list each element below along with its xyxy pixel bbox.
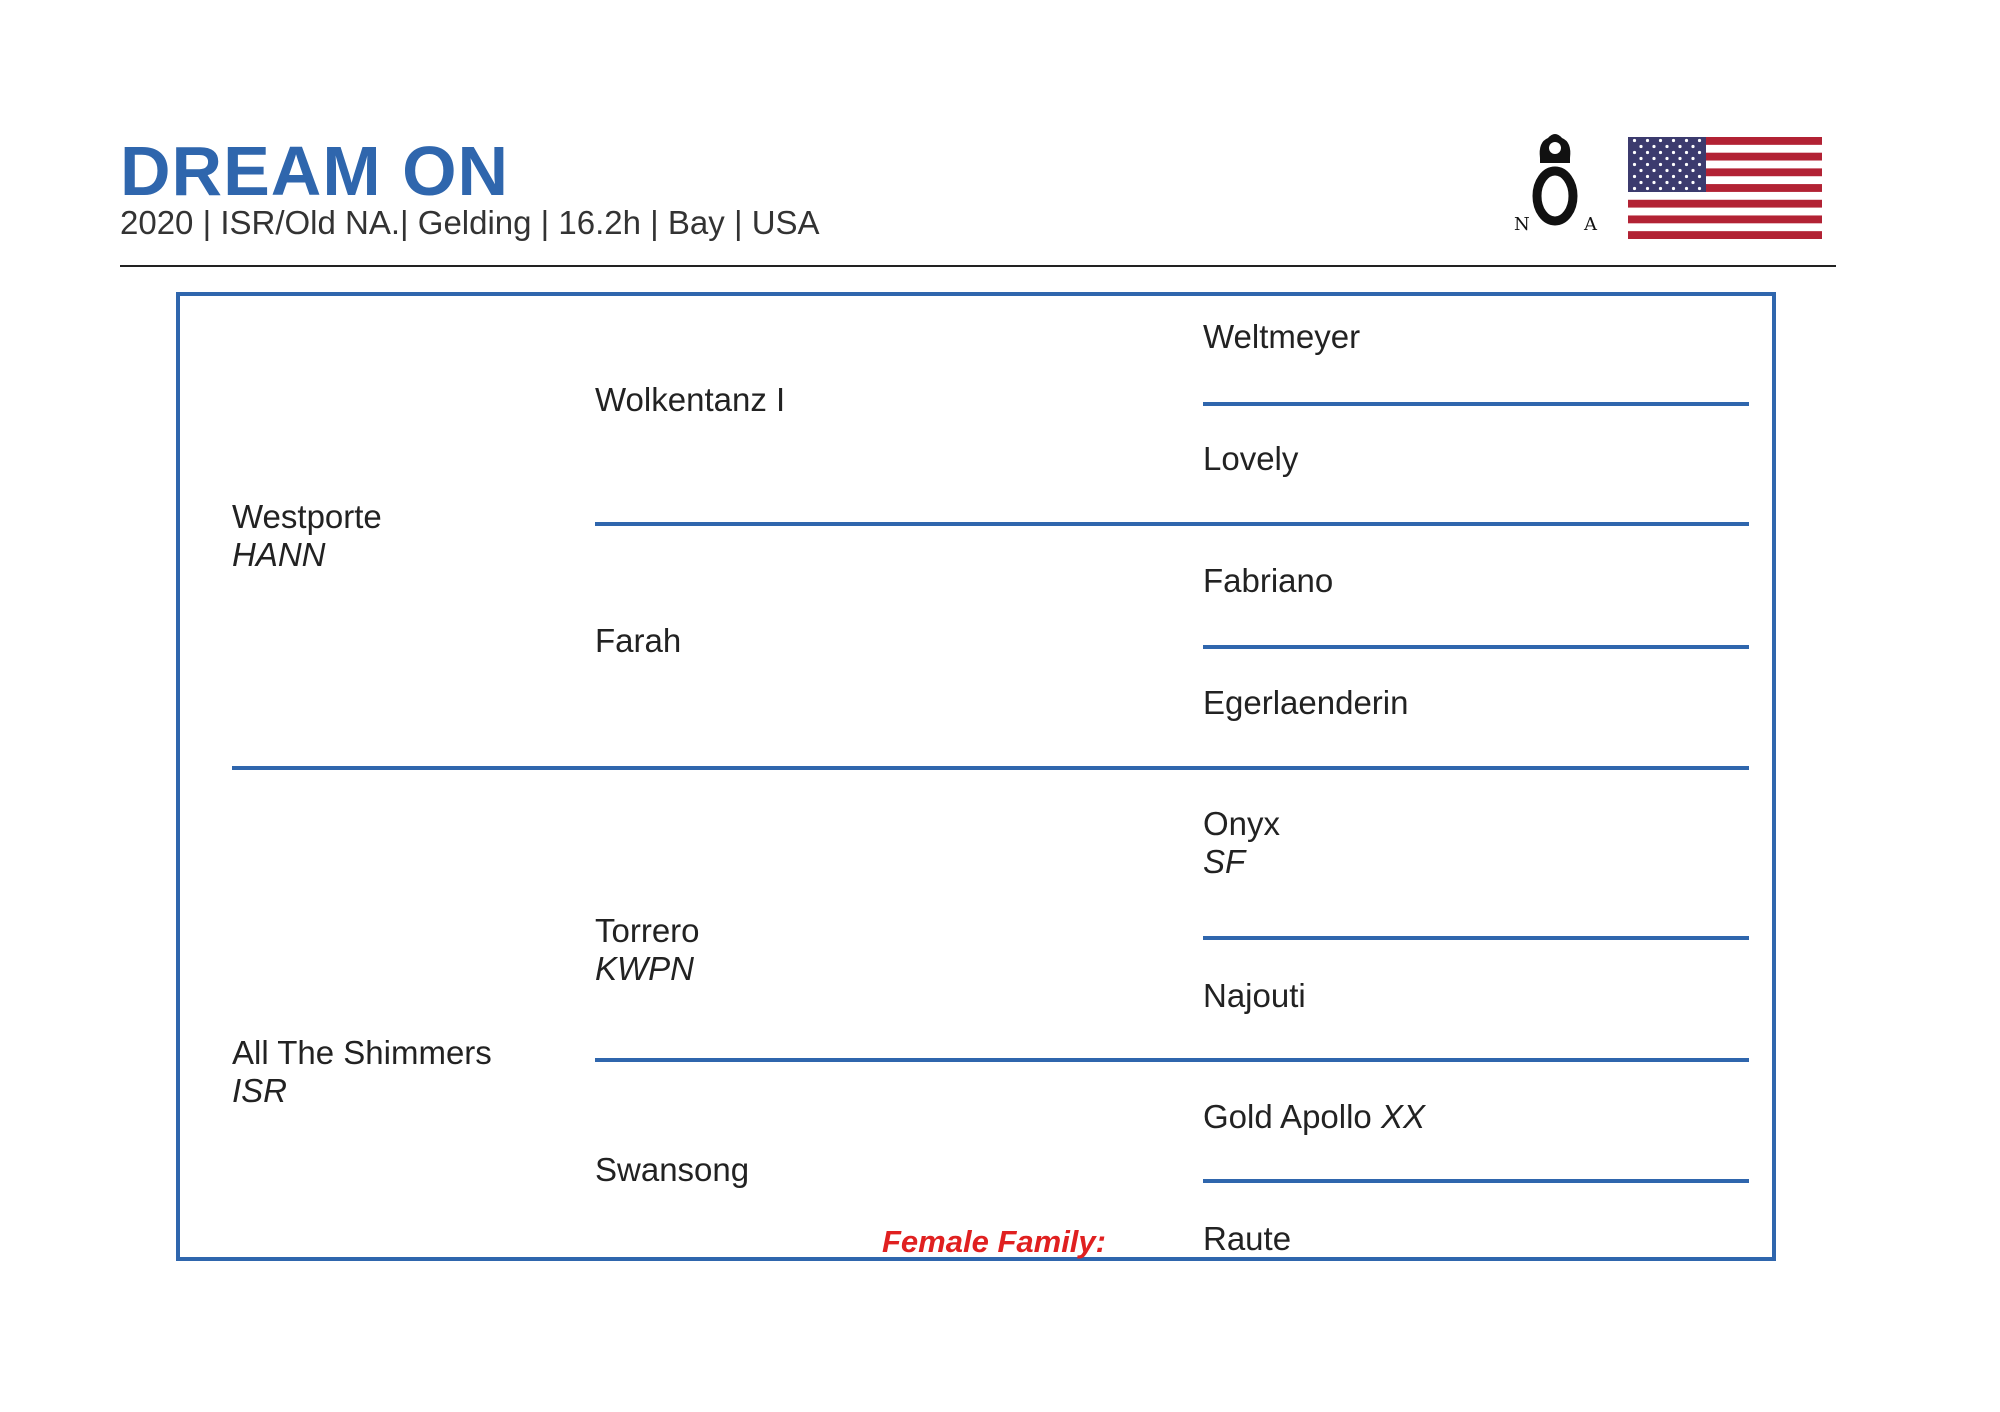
horse-details-subtitle: 2020 | ISR/Old NA.| Gelding | 16.2h | Bay | USA — [120, 204, 820, 241]
sire-name: Westporte — [232, 498, 382, 535]
dam-sire-entry — [595, 912, 700, 988]
divider-fabriano-egerlaenderin — [1203, 645, 1749, 649]
sire-dam-sire-name: Fabriano — [1203, 562, 1334, 599]
noa-logo-icon — [1500, 128, 1610, 238]
dam-breed: ISR — [232, 1071, 288, 1109]
sire-sire-sire-name: Weltmeyer — [1203, 318, 1361, 355]
divider-goldapollo-raute — [1203, 1179, 1749, 1183]
dam-dam-sire-breed: XX — [1380, 1098, 1425, 1135]
sire-dam-name: Farah — [595, 622, 682, 659]
dam-sire-sire-breed: SF — [1203, 842, 1246, 880]
divider-sire-dam — [232, 766, 1749, 770]
sire-dam-dam-name: Egerlaenderin — [1203, 684, 1409, 721]
dam-dam-name: Swansong — [595, 1151, 750, 1188]
divider-torrero-swansong — [595, 1058, 1749, 1062]
sire-breed: HANN — [232, 535, 326, 573]
horse-name-title: DREAM ON — [120, 132, 510, 210]
us-flag-icon — [1628, 137, 1822, 239]
sire-sire-dam-name: Lovely — [1203, 440, 1299, 477]
logo-letter-n: N — [1514, 214, 1530, 235]
header-divider — [120, 265, 1836, 267]
divider-onyx-najouti — [1203, 936, 1749, 940]
dam-sire-breed: KWPN — [595, 949, 694, 987]
female-family-label: Female Family: — [882, 1224, 1106, 1259]
divider-wolkentanz-farah — [595, 522, 1749, 526]
dam-sire-dam-name: Najouti — [1203, 977, 1306, 1014]
dam-entry — [232, 1034, 492, 1110]
dam-dam-dam-name: Raute — [1203, 1220, 1292, 1257]
dam-dam-sire-name: Gold Apollo — [1203, 1098, 1372, 1135]
dam-dam-sire-entry — [1203, 1098, 1425, 1136]
dam-sire-sire-entry — [1203, 805, 1280, 881]
divider-weltmeyer-lovely — [1203, 402, 1749, 406]
dam-name: All The Shimmers — [232, 1034, 492, 1071]
pedigree-frame — [176, 292, 1776, 1261]
sire-sire-name: Wolkentanz I — [595, 381, 786, 418]
sire-entry — [232, 498, 382, 574]
dam-sire-name: Torrero — [595, 912, 700, 949]
logo-letter-a: A — [1584, 214, 1597, 235]
dam-sire-sire-name: Onyx — [1203, 805, 1281, 842]
